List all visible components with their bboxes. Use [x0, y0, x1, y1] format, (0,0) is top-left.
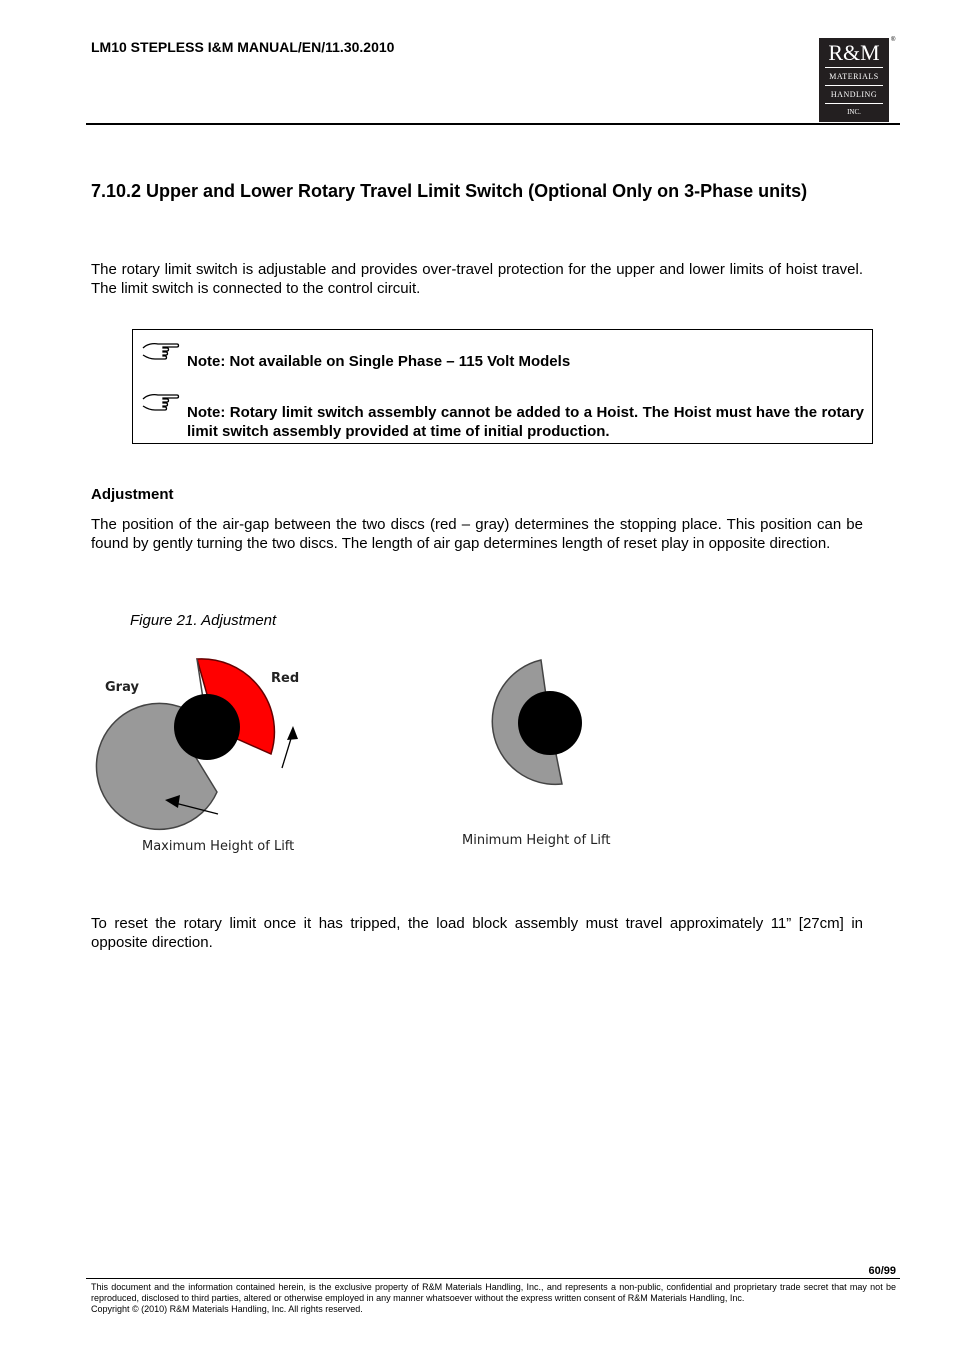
adjustment-figure	[95, 650, 635, 860]
header-divider	[86, 123, 900, 125]
notes-box	[132, 329, 873, 444]
page-number: 60/99	[868, 1265, 896, 1277]
caption-min-height: Minimum Height of Lift	[462, 833, 611, 848]
logo-brand: R&M	[828, 40, 880, 65]
label-red: Red	[271, 671, 300, 686]
adjustment-heading: Adjustment	[91, 486, 174, 503]
document-title: LM10 STEPLESS I&M MANUAL/EN/11.30.2010	[91, 39, 395, 55]
logo-line-inc: INC.	[847, 108, 861, 116]
caption-max-height: Maximum Height of Lift	[142, 839, 295, 854]
label-gray: Gray	[105, 680, 139, 695]
figure-caption: Figure 21. Adjustment	[130, 612, 277, 629]
note-single-phase: Note: Not available on Single Phase – 115 Volt Models	[187, 353, 571, 370]
registered-mark: ®	[891, 37, 896, 43]
footer-copyright: Copyright © (2010) R&M Materials Handling, Inc. All rights reserved.	[91, 1304, 363, 1314]
adjustment-paragraph: The position of the air-gap between the two discs (red – gray) determines the stopping place. This position can be found by gently turning the two discs. The length of air gap determines length of reset play in opposite direction.	[91, 516, 863, 552]
min-height-diagram	[462, 660, 610, 848]
max-height-diagram	[96, 659, 299, 854]
logo-line-handling: HANDLING	[830, 90, 878, 99]
company-logo	[819, 38, 889, 122]
logo-line-materials: MATERIALS	[829, 72, 879, 81]
footer-legal	[91, 1282, 896, 1315]
footer-legal-text: This document and the information contained herein, is the exclusive property of R&M Materials Handling, Inc., and represents a non-public, confidential and proprietary trade secret that may not be reproduced, disclosed to third parties, altered or otherwise employed in any manner whatsoever without the express written consent of R&M Materials Handling, Inc.	[91, 1282, 896, 1303]
reset-paragraph: To reset the rotary limit once it has tripped, the load block assembly must travel approximately 11” [27cm] in opposite direction.	[91, 915, 863, 951]
intro-paragraph: The rotary limit switch is adjustable and provides over-travel protection for the upper and lower limits of hoist travel. The limit switch is connected to the control circuit.	[91, 261, 863, 297]
hub-disc-min	[518, 691, 582, 755]
pointing-hand-icon	[141, 390, 181, 414]
footer-divider	[86, 1278, 900, 1279]
pointing-hand-icon	[141, 339, 181, 363]
hub-disc	[174, 694, 240, 760]
section-title: 7.10.2 Upper and Lower Rotary Travel Limit Switch (Optional Only on 3-Phase units)	[91, 181, 808, 201]
note-factory-install: Note: Rotary limit switch assembly cannot be added to a Hoist. The Hoist must have the rotary limit switch assembly provided at time of initial production.	[187, 404, 864, 440]
